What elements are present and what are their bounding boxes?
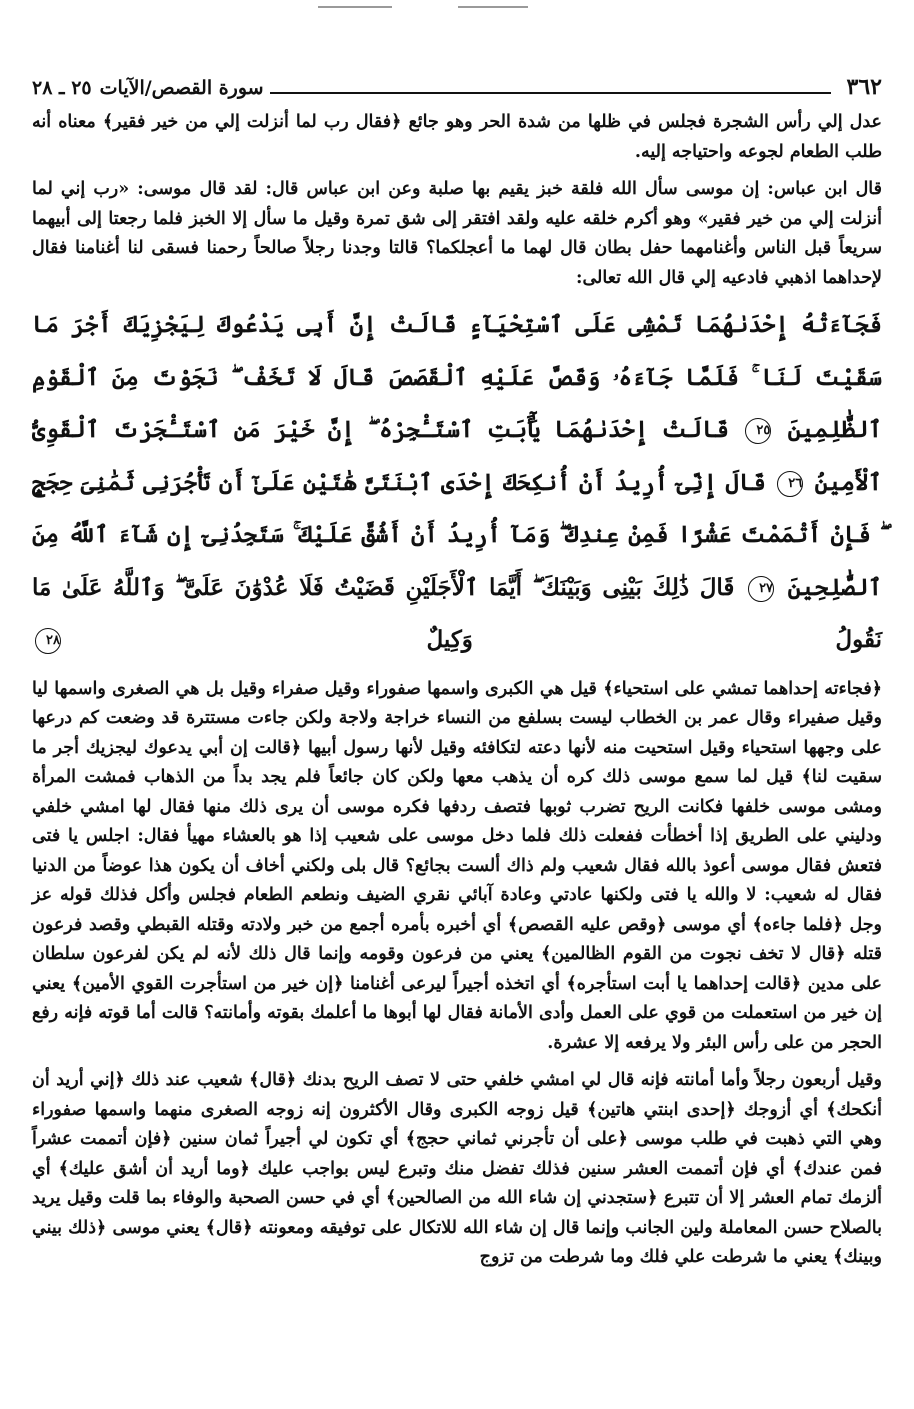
verse-text: قَالَ ذَٰلِكَ بَيْنِى وَبَيْنَكَ ۖ أَيَّمَا ٱلْأَجَلَيْنِ قَضَيْتُ فَلَا عُدْوَٰنَ عَلَىَّ ۖ وَٱللَّهُ عَلَىٰ مَا نَقُولُ وَكِيلٌ: [32, 573, 882, 653]
verse-text: قَالَ إِنِّىٓ أُرِيدُ أَنْ أُنكِحَكَ إِحْدَى ٱبْنَتَىَّ هَٰتَيْنِ عَلَىٰٓ أَن تَأْجُرَنِى ثَمَٰنِىَ حِجَجٍ ۖ فَإِنْ أَتْمَمْتَ عَشْرًا فَمِنْ عِندِكَ ۖ وَمَآ أُرِيدُ أَنْ أَشُقَّ عَلَيْكَ ۚ سَتَجِدُنِىٓ إِن شَآءَ ٱللَّهُ مِنَ ٱلصَّٰلِحِينَ: [32, 468, 882, 601]
verse-text: قَالَتْ إِحْدَىٰهُمَا يَٰٓأَبَتِ ٱسْتَـْٔجِرْهُ ۖ إِنَّ خَيْرَ مَنِ ٱسْتَـْٔجَرْتَ ٱلْقَوِىُّ ٱلْأَمِينُ: [32, 416, 882, 496]
ayah-number-marker: ٢٦: [777, 471, 803, 497]
quran-verses: [32, 299, 882, 667]
page-header: [32, 74, 882, 108]
ayah-number-marker: ٢٨: [35, 628, 61, 654]
header-rule: [270, 92, 831, 94]
ayah-number-marker: ٢٧: [748, 576, 774, 602]
scan-mark-left: [318, 6, 392, 8]
commentary-paragraph: عدل إلي رأس الشجرة فجلس في ظلها من شدة الحر وهو جائع ﴿فقال رب لما أنزلت إلي من خير فقير﴾ معناه أنه طلب الطعام لجوعه واحتياجه إليه.: [32, 112, 882, 162]
ayah-number-marker: ٢٥: [745, 418, 771, 444]
commentary-paragraph: ﴿فجاءته إحداهما تمشي على استحياء﴾ قيل هي الكبرى واسمها صفوراء وقيل صفراء وقيل بل هي الصغرى واسمها ليا وقيل صفيراء وقال عمر بن الخطاب ليست بسلفع من النساء خراجة ولاجة ولكن جاءت مستترة قد وضعت كم درعها على وجهها استحياء وقيل استحيت منه لأنها دعته لتكافئه وقيل لأنها رسول أبيها ﴿قالت إن أبي يدعوك ليجزيك أجر ما سقيت لنا﴾ قيل لما سمع موسى ذلك كره أن يذهب معها ولكن كان جائعاً فلم يجد بداً من الذهاب فمشت المرأة ومشى موسى خلفها فكانت الريح تضرب ثوبها فتصف ردفها فكره موسى أن يرى ذلك منها فقال لها امشي خلفي ودليني على الطريق إذا أخطأت ففعلت ذلك فلما دخل موسى على شعيب إذا هو بالعشاء مهيأ فقال: اجلس يا فتى فتعش فقال موسى أعوذ بالله فقال شعيب ولم ذاك ألست بجائع؟ قال بلى ولكني أخاف أن يكون هذا عوضاً من الدنيا فقال له شعيب: لا والله يا فتى ولكنها عادتي وعادة آبائي نقري الضيف ونطعم الطعام فجلس وأكل فذلك قوله عز وجل ﴿فلما جاءه﴾ أي موسى ﴿وقص عليه القصص﴾ أي أخبره بأمره أجمع من خبر ولادته وقتله القبطي وقصد فرعون قتله ﴿قال لا تخف نجوت من القوم الظالمين﴾ يعني من فرعون وقومه وإنما قال ذلك لأنه لم يكن لفرعون سلطان على مدين ﴿قالت إحداهما يا أبت استأجره﴾ أي اتخذه أجيراً ليرعى أغنامنا ﴿إن خير من استأجرت القوي الأمين﴾ يعني إن خير من استعملت من قوي على العمل وأدى الأمانة فقال لها أبوها ما أعلمك بقوته وأمانته؟ قالت أما قوته فإنه رفع الحجر من على رأس البئر ولا يرفعه إلا عشرة.: [32, 678, 882, 1053]
verse-text: فَجَآءَتْهُ إِحْدَىٰهُمَا تَمْشِى عَلَى ٱسْتِحْيَآءٍ قَالَتْ إِنَّ أَبِى يَدْعُوكَ لِيَجْزِيَكَ أَجْرَ مَا سَقَيْتَ لَنَا ۚ فَلَمَّا جَآءَهُۥ وَقَصَّ عَلَيْهِ ٱلْقَصَصَ قَالَ لَا تَخَفْ ۖ نَجَوْتَ مِنَ ٱلْقَوْمِ ٱلظَّٰلِمِينَ: [32, 311, 882, 443]
verse-range: ٢٥ ـ ٢٨: [32, 77, 92, 99]
book-page: [32, 74, 882, 1273]
commentary-paragraph: وقيل أربعون رجلاً وأما أمانته فإنه قال لي امشي خلفي حتى لا تصف الريح بدنك ﴿قال﴾ شعيب عند ذلك ﴿إني أريد أن أنكحك﴾ أي أزوجك ﴿إحدى ابنتي هاتين﴾ قيل زوجه الكبرى وقال الأكثرون إنه زوجه الصغرى منهما واسمها صفوراء وهي التي ذهبت في طلب موسى ﴿على أن تأجرني ثماني حجج﴾ أي تكون لي أجيراً ثمان سنين ﴿فإن أتممت عشراً فمن عندك﴾ أي فإن أتممت العشر سنين فذلك تفضل منك وتبرع ليس بواجب عليك ﴿وما أريد أن أشق عليك﴾ أي ألزمك تمام العشر إلا أن تتبرع ﴿ستجدني إن شاء الله من الصالحين﴾ أي في حسن الصحبة والوفاء بما قلت وقيل يريد بالصلاح حسن المعاملة ولين الجانب وإنما قال إن شاء الله للاتكال على توفيقه ومعونته ﴿قال﴾ يعني موسى ﴿ذلك بيني وبينك﴾ يعني ما شرطت علي فلك وما شرطت من تزوج: [32, 1070, 882, 1267]
page-number: ٣٦٢: [846, 74, 882, 100]
commentary-paragraph: قال ابن عباس: إن موسى سأل الله فلقة خبز يقيم بها صلبة وعن ابن عباس قال: لقد قال موسى: «رب إني لما أنزلت إلي من خير فقير» وهو أكرم خلقه عليه ولقد افتقر إلى شق تمرة وقيل ما سأل إلا الخبز فلما رجعتا إلى أبيهما سريعاً قبل الناس وأغنامهما حفل بطان قال لهما ما أعجلكما؟ قالتا وجدنا رجلاً صالحاً رحمنا فسقى لنا أغنامنا فقال لإحداهما اذهبي فادعيه إلي قال الله تعالى:: [32, 179, 882, 288]
scan-mark-right: [458, 6, 528, 8]
surah-title: سورة القصص/الآيات: [99, 77, 264, 99]
